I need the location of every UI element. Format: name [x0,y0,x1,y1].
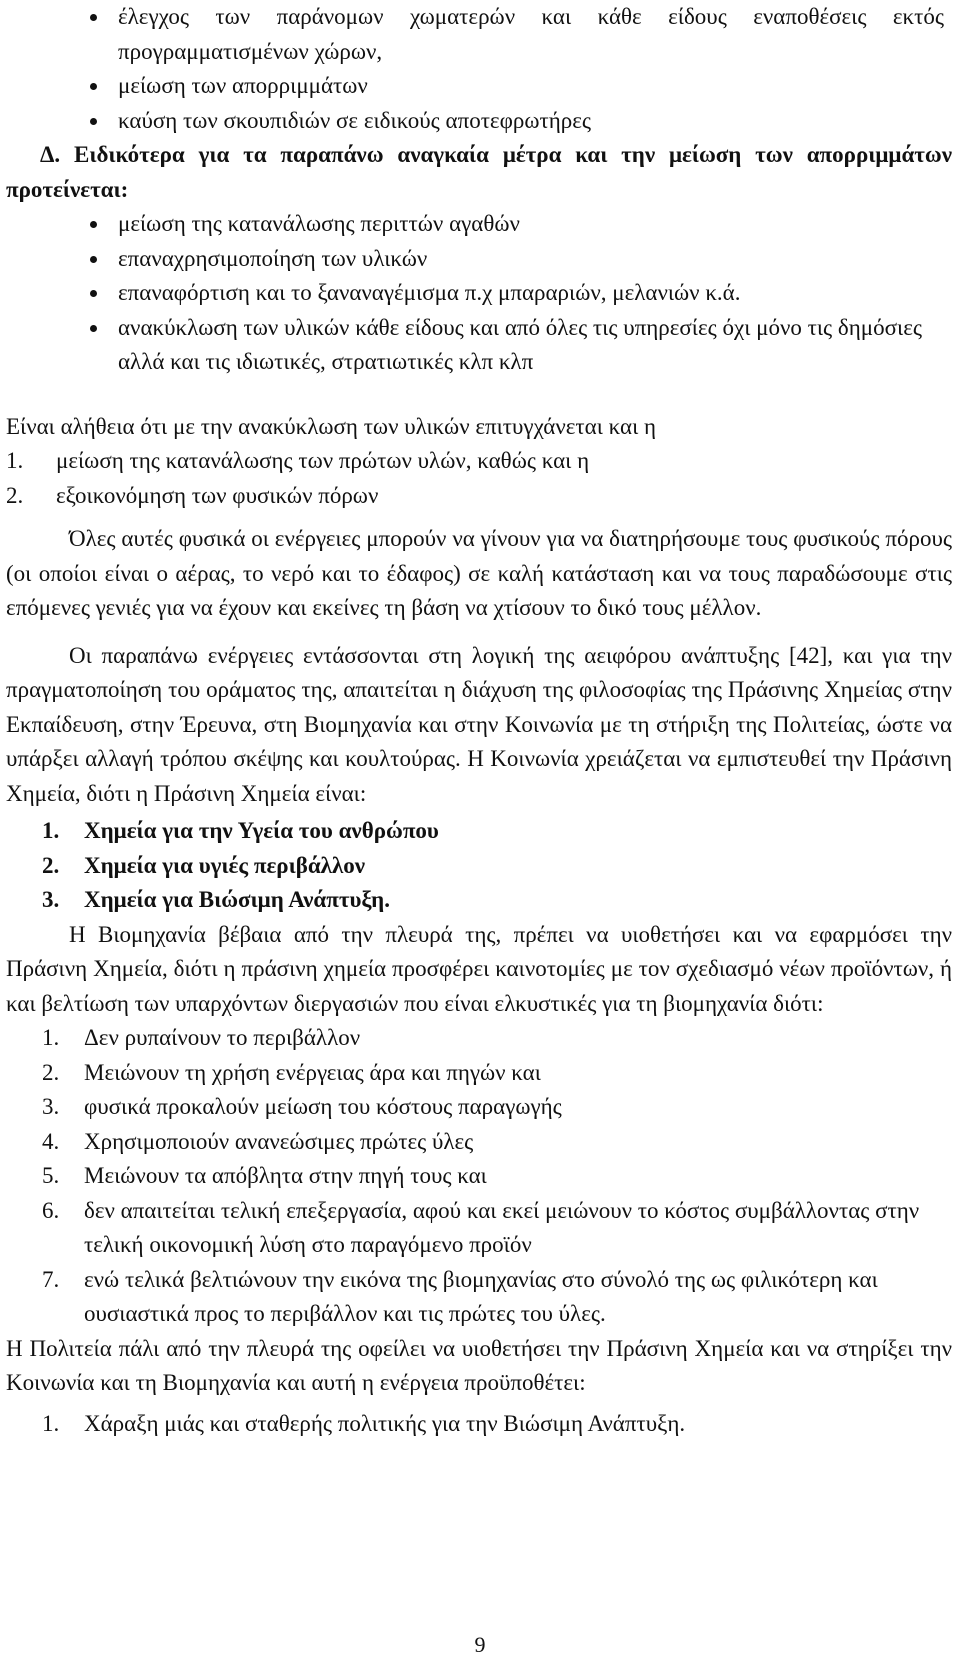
list-item: 6. δεν απαιτείται τελική επεξεργασία, αφού και εκεί μειώνουν το κόστος συμβάλλοντας στην τελική οικονομική λύση στο παραγόμενο προϊόν [42,1197,920,1257]
document-body [6,0,952,1441]
state-list [6,1407,952,1442]
list-item: έλεγχος των παράνομων χωματερών και κάθε είδους εναποθέσεις εκτός προγραμματισμένων χώρων, [6,0,952,69]
spacer [6,380,952,410]
list-item: 1. Δεν ρυπαίνουν το περιβάλλον [42,1025,361,1050]
list-item: επαναχρησιμοποίηση των υλικών [6,242,952,277]
paragraph-1: Όλες αυτές φυσικά οι ενέργειες μπορούν να γίνουν για να διατηρήσουμε τους φυσικούς πόρους (οι οποίοι είναι ο αέρας, το νερό και το έδαφος) σε καλή κατάσταση και να τους παραδώσουμε στις επόμενες γενιές για να έχουν και εκείνες τη βάση να χτίσουν το δικό τους μέλλον. [6,526,952,620]
list-item: 1. Χάραξη μιάς και σταθερής πολιτικής για την Βιώσιμη Ανάπτυξη. [42,1410,686,1436]
section-d-heading: Δ. Ειδικότερα για τα παραπάνω αναγκαία μέτρα και την μείωση των απορριμμάτων προτείνεται: [6,142,952,202]
list-item: 3. φυσικά προκαλούν μείωση του κόστους παραγωγής [42,1094,562,1119]
paragraph-4: Η Πολιτεία πάλι από την πλευρά της οφείλει να υιοθετήσει την Πράσινη Χημεία και να στηρίξει την Κοινωνία και τη Βιομηχανία και αυτή η ενέργεια προϋποθέτει: [6,1335,952,1395]
paragraph-3: Η Βιομηχανία βέβαια από την πλευρά της, πρέπει να υιοθετήσει και να εφαρμόσει την Πράσινη Χημεία, διότι η πράσινη χημεία προσφέρει καινοτομίες με τον σχεδιασμό νέων προϊόντων, ή και βελτίωση των υπαρχόντων διεργασιών που είναι ελκυστικές για τη βιομηχανία διότι: [6,921,952,1016]
paragraph-2: Οι παραπάνω ενέργειες εντάσσονται στη λογική της αειφόρου ανάπτυξης [42], και για την πραγματοποίηση του οράματος της, απαιτείται η διάχυση της φιλοσοφίας της Πράσινης Χημείας στην Εκπαίδευση, στην Έρευνα, στη Βιομηχανία και στην Κοινωνία με τη στήριξη της Πολιτείας, ώστε να υπάρξει αλλαγή τρόπου σκέψης και κουλτούρας. Η Κοινωνία χρειάζεται να εμπιστευθεί την Πράσινη Χημεία, διότι η Πράσινη Χημεία είναι: [6,642,952,806]
recycling-intro: Είναι αλήθεια ότι με την ανακύκλωση των υλικών επιτυγχάνεται και η [6,413,657,439]
list-item: μείωση της κατανάλωσης περιττών αγαθών [6,207,952,242]
list-item: 4. Χρησιμοποιούν ανανεώσιμες πρώτες ύλες [42,1128,474,1154]
page-number: 9 [474,1632,486,1657]
top-bullet-list [6,0,952,138]
recycling-list [6,444,952,513]
list-item: 2. Χημεία για υγιές περιβάλλον [42,852,366,878]
list-item: 2. εξοικονόμηση των φυσικών πόρων [6,482,379,508]
bullet-icon [90,221,97,228]
list-item: μείωση των απορριμμάτων [6,69,952,104]
bullet-icon [90,290,97,297]
bullet-icon [90,83,97,90]
bullet-icon [90,118,97,125]
bullet-icon [90,14,97,21]
list-item: καύση των σκουπιδιών σε ειδικούς αποτεφρωτήρες [6,104,952,139]
green-chemistry-list [6,814,952,918]
bullet-icon [90,256,97,263]
bullet-icon [90,325,97,332]
list-item: 2. Μειώνουν τη χρήση ενέργειας άρα και πηγών και [42,1059,541,1085]
list-item: 5. Μειώνουν τα απόβλητα στην πηγή τους και [42,1163,487,1188]
list-item: 1. Χημεία για την Υγεία του ανθρώπου [42,818,439,843]
section-d-bullet-list [6,207,952,380]
list-item: ανακύκλωση των υλικών κάθε είδους και από όλες τις υπηρεσίες όχι μόνο τις δημόσιες αλλά και τις ιδιωτικές, στρατιωτικές κλπ κλπ [6,311,952,380]
list-item: 1. μείωση της κατανάλωσης των πρώτων υλών, καθώς και η [6,448,590,473]
list-item: επαναφόρτιση και το ξαναναγέμισμα π.χ μπαραριών, μελανιών κ.ά. [6,276,952,311]
list-item: 7. ενώ τελικά βελτιώνουν την εικόνα της βιομηχανίας στο σύνολό της ως φιλικότερη και ουσιαστικά προς το περιβάλλον και τις πρώτες του ύλες. [42,1266,878,1326]
list-item: 3. Χημεία για Βιώσιμη Ανάπτυξη. [42,887,390,912]
industry-list [6,1021,952,1332]
